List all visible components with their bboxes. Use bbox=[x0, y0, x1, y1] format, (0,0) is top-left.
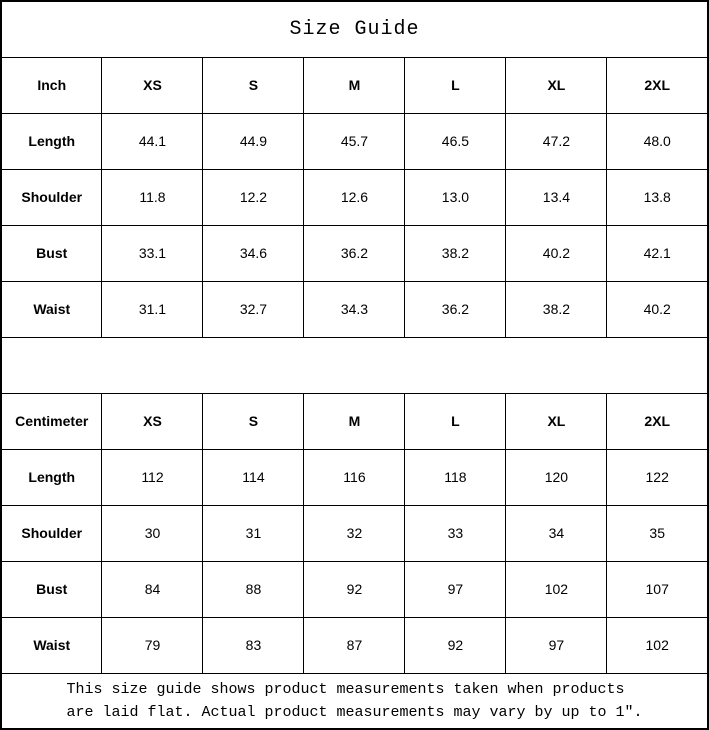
spacer-cell bbox=[1, 337, 708, 393]
title-row bbox=[1, 1, 708, 57]
size-value: 92 bbox=[405, 617, 506, 673]
size-value: 40.2 bbox=[506, 225, 607, 281]
size-value: 84 bbox=[102, 561, 203, 617]
size-header-s: S bbox=[203, 393, 304, 449]
size-value: 33 bbox=[405, 505, 506, 561]
size-header-xs: XS bbox=[102, 393, 203, 449]
row-label-waist: Waist bbox=[1, 617, 102, 673]
footer-note bbox=[1, 673, 708, 729]
size-value: 44.1 bbox=[102, 113, 203, 169]
inch-header-row bbox=[1, 57, 708, 113]
row-label-length: Length bbox=[1, 449, 102, 505]
table-row bbox=[1, 505, 708, 561]
size-value: 88 bbox=[203, 561, 304, 617]
table-row bbox=[1, 617, 708, 673]
size-value: 33.1 bbox=[102, 225, 203, 281]
size-value: 34.3 bbox=[304, 281, 405, 337]
size-header-2xl: 2XL bbox=[607, 393, 708, 449]
size-value: 36.2 bbox=[405, 281, 506, 337]
page-title: Size Guide bbox=[1, 1, 708, 57]
size-value: 79 bbox=[102, 617, 203, 673]
row-label-waist: Waist bbox=[1, 281, 102, 337]
footer-note-line2: are laid flat. Actual product measurements may vary by up to 1″. bbox=[66, 703, 643, 721]
size-value: 34 bbox=[506, 505, 607, 561]
size-header-m: M bbox=[304, 57, 405, 113]
table-row bbox=[1, 113, 708, 169]
size-value: 87 bbox=[304, 617, 405, 673]
size-header-s: S bbox=[203, 57, 304, 113]
footer-note-text bbox=[66, 678, 642, 725]
size-value: 45.7 bbox=[304, 113, 405, 169]
table-row bbox=[1, 225, 708, 281]
size-value: 83 bbox=[203, 617, 304, 673]
size-value: 116 bbox=[304, 449, 405, 505]
size-value: 34.6 bbox=[203, 225, 304, 281]
spacer-row bbox=[1, 337, 708, 393]
size-value: 48.0 bbox=[607, 113, 708, 169]
size-value: 12.6 bbox=[304, 169, 405, 225]
size-value: 118 bbox=[405, 449, 506, 505]
size-value: 102 bbox=[506, 561, 607, 617]
size-value: 13.8 bbox=[607, 169, 708, 225]
size-value: 46.5 bbox=[405, 113, 506, 169]
size-value: 107 bbox=[607, 561, 708, 617]
size-header-l: L bbox=[405, 57, 506, 113]
size-value: 12.2 bbox=[203, 169, 304, 225]
table-row bbox=[1, 449, 708, 505]
unit-header-inch: Inch bbox=[1, 57, 102, 113]
size-value: 47.2 bbox=[506, 113, 607, 169]
size-header-m: M bbox=[304, 393, 405, 449]
size-value: 38.2 bbox=[506, 281, 607, 337]
size-header-xs: XS bbox=[102, 57, 203, 113]
size-value: 97 bbox=[506, 617, 607, 673]
row-label-length: Length bbox=[1, 113, 102, 169]
size-value: 13.4 bbox=[506, 169, 607, 225]
size-value: 120 bbox=[506, 449, 607, 505]
size-header-xl: XL bbox=[506, 393, 607, 449]
size-header-l: L bbox=[405, 393, 506, 449]
size-header-2xl: 2XL bbox=[607, 57, 708, 113]
footer-note-line1: This size guide shows product measurements taken when products bbox=[66, 680, 625, 698]
size-value: 92 bbox=[304, 561, 405, 617]
footer-row bbox=[1, 673, 708, 729]
row-label-bust: Bust bbox=[1, 561, 102, 617]
size-value: 30 bbox=[102, 505, 203, 561]
size-value: 31 bbox=[203, 505, 304, 561]
size-value: 11.8 bbox=[102, 169, 203, 225]
size-value: 36.2 bbox=[304, 225, 405, 281]
size-value: 44.9 bbox=[203, 113, 304, 169]
size-value: 31.1 bbox=[102, 281, 203, 337]
size-value: 38.2 bbox=[405, 225, 506, 281]
row-label-bust: Bust bbox=[1, 225, 102, 281]
size-value: 102 bbox=[607, 617, 708, 673]
row-label-shoulder: Shoulder bbox=[1, 169, 102, 225]
table-row bbox=[1, 281, 708, 337]
table-row bbox=[1, 561, 708, 617]
unit-header-centimeter: Centimeter bbox=[1, 393, 102, 449]
size-value: 40.2 bbox=[607, 281, 708, 337]
row-label-shoulder: Shoulder bbox=[1, 505, 102, 561]
size-value: 114 bbox=[203, 449, 304, 505]
size-value: 32.7 bbox=[203, 281, 304, 337]
cm-header-row bbox=[1, 393, 708, 449]
size-value: 112 bbox=[102, 449, 203, 505]
size-value: 97 bbox=[405, 561, 506, 617]
size-value: 32 bbox=[304, 505, 405, 561]
size-value: 13.0 bbox=[405, 169, 506, 225]
size-header-xl: XL bbox=[506, 57, 607, 113]
table-row bbox=[1, 169, 708, 225]
size-value: 42.1 bbox=[607, 225, 708, 281]
size-value: 35 bbox=[607, 505, 708, 561]
size-value: 122 bbox=[607, 449, 708, 505]
